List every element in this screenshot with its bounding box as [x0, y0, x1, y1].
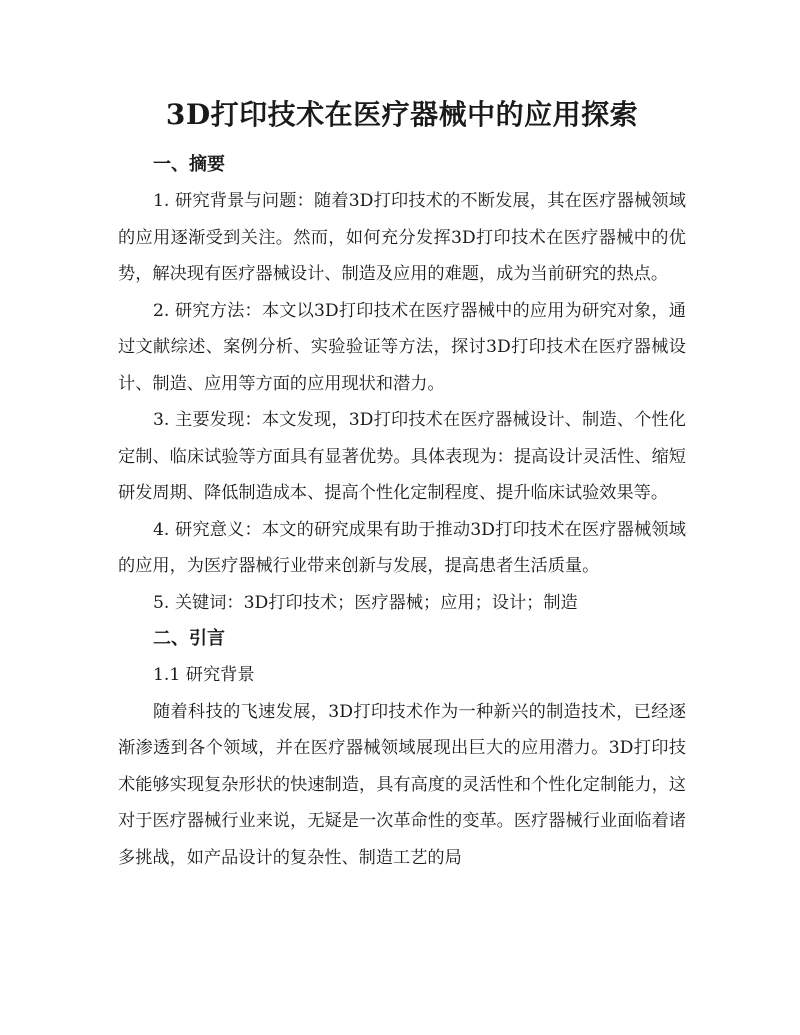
abstract-paragraph-findings: 3. 主要发现：本文发现，3D打印技术在医疗器械设计、制造、个性化定制、临床试验等方面具有显著优势。具体表现为：提高设计灵活性、缩短研发周期、降低制造成本、提高个性化定制程度、提升临床试验效果等。 [118, 410, 686, 503]
document-page [118, 0, 686, 876]
abstract-paragraph-background: 1. 研究背景与问题：随着3D打印技术的不断发展，其在医疗器械领域的应用逐渐受到关注。然而，如何充分发挥3D打印技术在医疗器械中的优势，解决现有医疗器械设计、制造及应用的难题，成为当前研究的热点。 [118, 191, 686, 284]
abstract-paragraph-keywords: 5. 关键词：3D打印技术；医疗器械；应用；设计；制造 [153, 592, 578, 613]
section-heading-introduction: 二、引言 [153, 628, 225, 649]
introduction-paragraph: 随着科技的飞速发展，3D打印技术作为一种新兴的制造技术，已经逐渐渗透到各个领域，并在医疗器械领域展现出巨大的应用潜力。3D打印技术能够实现复杂形状的快速制造，具有高度的灵活性和个性化定制能力，这对于医疗器械行业来说，无疑是一次革命性的变革。医疗器械行业面临着诸多挑战，如产品设计的复杂性、制造工艺的局 [118, 701, 686, 868]
section-heading-abstract: 一、摘要 [153, 154, 225, 175]
abstract-paragraph-significance: 4. 研究意义：本文的研究成果有助于推动3D打印技术在医疗器械领域的应用，为医疗器械行业带来创新与发展，提高患者生活质量。 [118, 519, 686, 576]
abstract-paragraph-methods: 2. 研究方法：本文以3D打印技术在医疗器械中的应用为研究对象，通过文献综述、案例分析、实验验证等方法，探讨3D打印技术在医疗器械设计、制造、应用等方面的应用现状和潜力。 [118, 300, 686, 394]
subsection-heading-background: 1.1 研究背景 [153, 665, 255, 685]
document-title: 3D打印技术在医疗器械中的应用探索 [165, 98, 639, 131]
